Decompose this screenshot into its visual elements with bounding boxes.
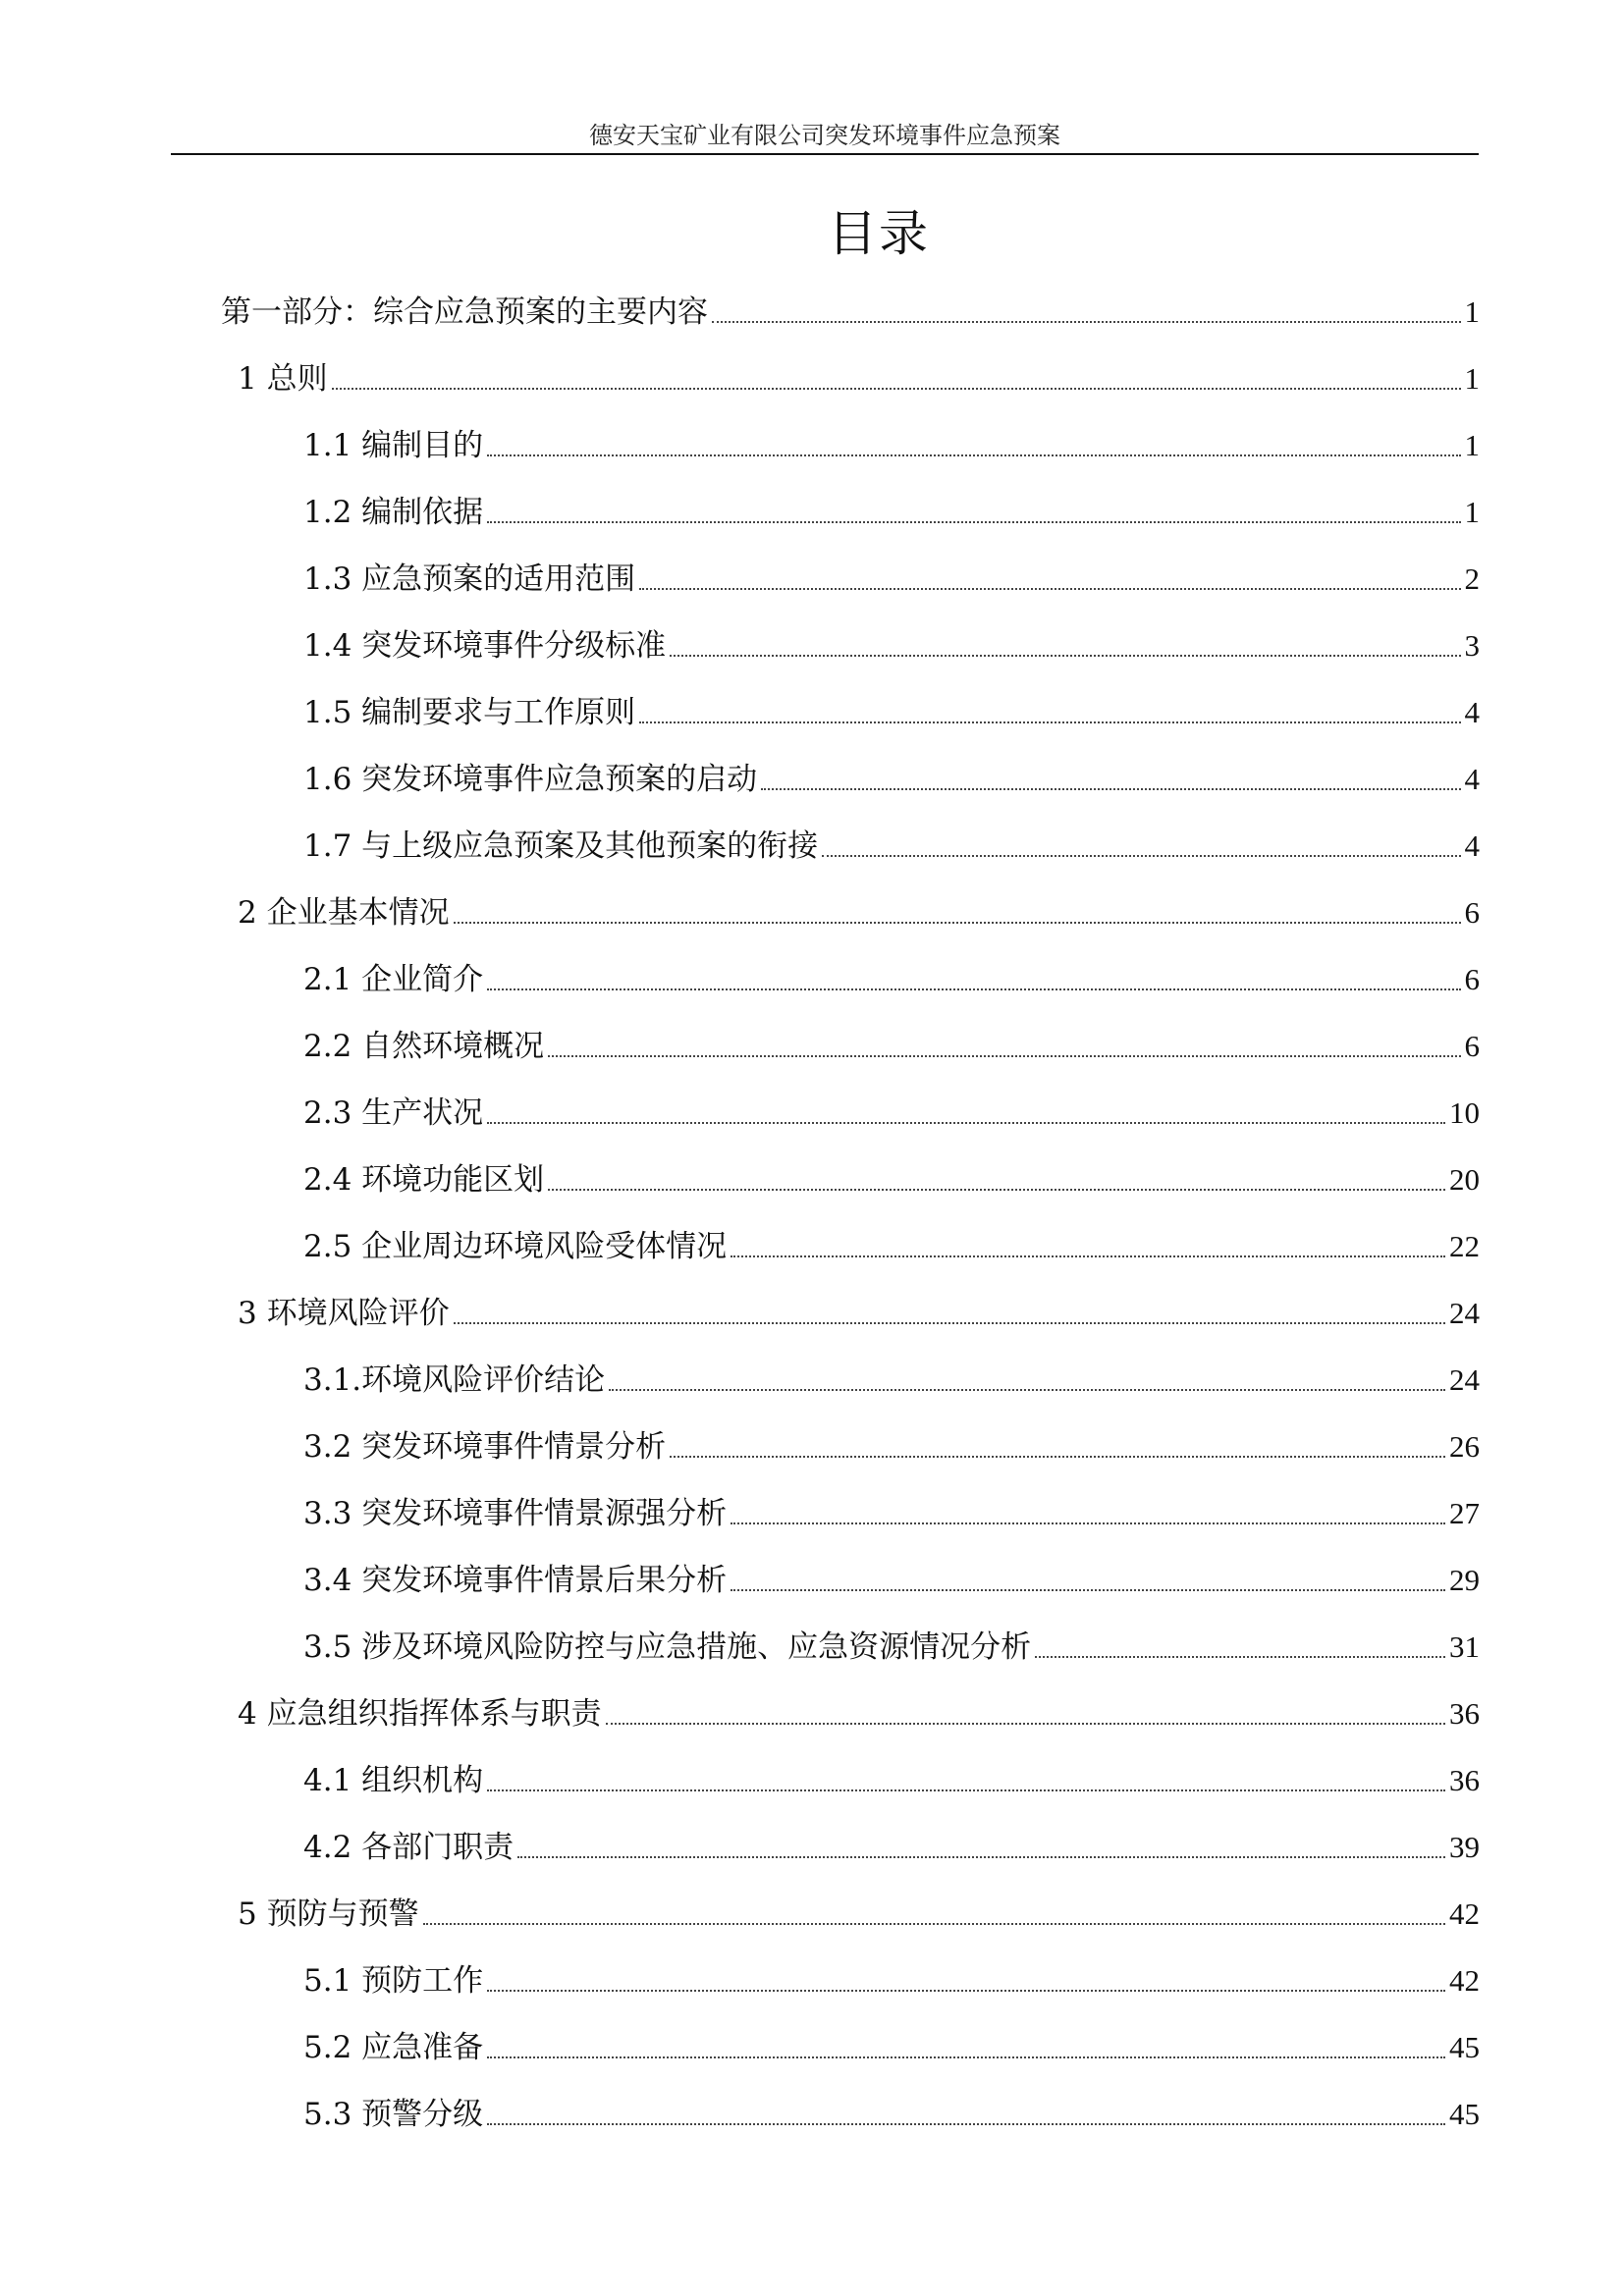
running-header: 德安天宝矿业有限公司突发环境事件应急预案 — [589, 122, 1060, 149]
toc-entry-3-1[interactable] — [303, 1359, 1480, 1402]
toc-entry-page: 45 — [1449, 2097, 1480, 2131]
toc-entry-1-5[interactable] — [303, 691, 1480, 734]
toc-entry-page: 6 — [1464, 895, 1480, 930]
toc-entry-label: 1.4 突发环境事件分级标准 — [303, 628, 667, 664]
toc-entry-label: 3.2 突发环境事件情景分析 — [303, 1429, 667, 1465]
toc-entry-label: 5.3 预警分级 — [303, 2097, 484, 2132]
toc-entry-label: 2.1 企业简介 — [303, 962, 484, 997]
toc-entry-page: 45 — [1449, 2030, 1480, 2064]
toc-entry-page: 27 — [1449, 1496, 1480, 1530]
toc-entry-chapter-2[interactable] — [238, 891, 1480, 934]
toc-entry-label: 1.2 编制依据 — [303, 495, 484, 530]
toc-entry-chapter-3[interactable] — [238, 1292, 1480, 1335]
toc-dot-leader — [670, 655, 1460, 657]
toc-dot-leader — [609, 1389, 1445, 1391]
toc-entry-page: 42 — [1449, 1963, 1480, 1998]
toc-entry-2-2[interactable] — [303, 1025, 1480, 1068]
toc-entry-label: 2 企业基本情况 — [238, 895, 450, 931]
toc-dot-leader — [487, 2056, 1445, 2058]
toc-entry-5-2[interactable] — [303, 2026, 1480, 2069]
toc-entry-label: 4.1 组织机构 — [303, 1763, 484, 1798]
toc-title: 目录 — [828, 205, 930, 262]
toc-entry-page: 1 — [1464, 294, 1480, 329]
toc-entry-chapter-4[interactable] — [238, 1692, 1480, 1735]
toc-entry-label: 5.1 预防工作 — [303, 1963, 484, 1999]
toc-dot-leader — [454, 1322, 1445, 1324]
toc-dot-leader — [423, 1923, 1445, 1925]
toc-entry-page: 6 — [1464, 1029, 1480, 1063]
toc-entry-page: 4 — [1464, 828, 1480, 863]
toc-entry-label: 1.1 编制目的 — [303, 428, 484, 463]
toc-entry-page: 6 — [1464, 962, 1480, 996]
toc-entry-page: 1 — [1464, 428, 1480, 462]
toc-entry-chapter-1[interactable] — [238, 357, 1480, 400]
toc-entry-part-1[interactable] — [221, 291, 1480, 334]
toc-entry-4-1[interactable] — [303, 1759, 1480, 1802]
toc-dot-leader — [487, 521, 1460, 523]
toc-entry-label: 2.3 生产状况 — [303, 1095, 484, 1131]
toc-entry-1-4[interactable] — [303, 624, 1480, 667]
toc-entry-2-1[interactable] — [303, 958, 1480, 1001]
toc-entry-chapter-5[interactable] — [238, 1893, 1480, 1936]
toc-entry-page: 10 — [1449, 1095, 1480, 1130]
toc-entry-3-4[interactable] — [303, 1559, 1480, 1602]
toc-dot-leader — [487, 454, 1460, 456]
toc-entry-page: 4 — [1464, 762, 1480, 796]
toc-dot-leader — [606, 1723, 1445, 1725]
toc-entry-page: 2 — [1464, 561, 1480, 596]
toc-entry-label: 3.4 突发环境事件情景后果分析 — [303, 1563, 728, 1598]
toc-entry-page: 20 — [1449, 1162, 1480, 1197]
toc-entry-1-1[interactable] — [303, 424, 1480, 467]
toc-entry-page: 4 — [1464, 695, 1480, 729]
toc-entry-page: 36 — [1449, 1696, 1480, 1731]
toc-entry-page: 39 — [1449, 1830, 1480, 1864]
toc-entry-page: 36 — [1449, 1763, 1480, 1797]
toc-dot-leader — [639, 588, 1460, 590]
toc-entry-label: 5.2 应急准备 — [303, 2030, 484, 2065]
toc-entry-label: 1 总则 — [238, 361, 328, 397]
toc-entry-label: 4.2 各部门职责 — [303, 1830, 514, 1865]
toc-entry-label: 3.3 突发环境事件情景源强分析 — [303, 1496, 728, 1531]
toc-entry-1-7[interactable] — [303, 825, 1480, 868]
toc-dot-leader — [731, 1589, 1445, 1591]
toc-dot-leader — [517, 1856, 1445, 1858]
toc-dot-leader — [731, 1255, 1445, 1257]
toc-entry-label: 4 应急组织指挥体系与职责 — [238, 1696, 602, 1732]
toc-dot-leader — [487, 1789, 1445, 1791]
toc-entry-page: 24 — [1449, 1296, 1480, 1330]
toc-dot-leader — [548, 1189, 1445, 1191]
toc-dot-leader — [712, 321, 1461, 323]
toc-dot-leader — [1035, 1656, 1445, 1658]
toc-entry-page: 22 — [1449, 1229, 1480, 1263]
toc-entry-5-3[interactable] — [303, 2093, 1480, 2136]
toc-dot-leader — [822, 855, 1460, 857]
toc-dot-leader — [761, 788, 1460, 790]
toc-entry-page: 24 — [1449, 1362, 1480, 1397]
toc-dot-leader — [487, 2123, 1445, 2125]
toc-entry-2-4[interactable] — [303, 1158, 1480, 1201]
toc-entry-3-3[interactable] — [303, 1492, 1480, 1535]
toc-entry-label: 第一部分：综合应急预案的主要内容 — [221, 294, 708, 330]
toc-dot-leader — [454, 922, 1461, 924]
toc-dot-leader — [487, 1990, 1445, 1992]
toc-dot-leader — [731, 1522, 1445, 1524]
toc-entry-2-5[interactable] — [303, 1225, 1480, 1268]
toc-entry-page: 42 — [1449, 1896, 1480, 1931]
toc-dot-leader — [487, 988, 1460, 990]
toc-entry-label: 2.4 环境功能区划 — [303, 1162, 545, 1198]
toc-entry-3-5[interactable] — [303, 1626, 1480, 1669]
toc-entry-1-2[interactable] — [303, 491, 1480, 534]
toc-entry-5-1[interactable] — [303, 1959, 1480, 2002]
toc-entry-label: 1.5 编制要求与工作原则 — [303, 695, 636, 730]
toc-entry-label: 2.2 自然环境概况 — [303, 1029, 545, 1064]
toc-entry-page: 1 — [1464, 361, 1480, 396]
toc-dot-leader — [548, 1055, 1460, 1057]
toc-entry-1-6[interactable] — [303, 758, 1480, 801]
toc-dot-leader — [487, 1122, 1445, 1124]
toc-entry-label: 5 预防与预警 — [238, 1896, 419, 1932]
toc-entry-page: 29 — [1449, 1563, 1480, 1597]
toc-entry-1-3[interactable] — [303, 558, 1480, 601]
toc-entry-4-2[interactable] — [303, 1826, 1480, 1869]
toc-dot-leader — [332, 388, 1461, 390]
toc-entry-label: 3.1.环境风险评价结论 — [303, 1362, 606, 1398]
toc-entry-page: 31 — [1449, 1629, 1480, 1664]
toc-entry-label: 3.5 涉及环境风险防控与应急措施、应急资源情况分析 — [303, 1629, 1032, 1665]
toc-entry-page: 1 — [1464, 495, 1480, 529]
toc-entry-page: 3 — [1464, 628, 1480, 663]
toc-dot-leader — [639, 721, 1460, 723]
toc-entry-label: 1.7 与上级应急预案及其他预案的衔接 — [303, 828, 819, 864]
toc-entry-2-3[interactable] — [303, 1092, 1480, 1135]
toc-entry-page: 26 — [1449, 1429, 1480, 1464]
toc-entry-3-2[interactable] — [303, 1425, 1480, 1468]
toc-entry-label: 2.5 企业周边环境风险受体情况 — [303, 1229, 728, 1264]
toc-dot-leader — [670, 1456, 1445, 1458]
toc-entry-label: 1.3 应急预案的适用范围 — [303, 561, 636, 597]
toc-entry-label: 3 环境风险评价 — [238, 1296, 450, 1331]
toc-entry-label: 1.6 突发环境事件应急预案的启动 — [303, 762, 758, 797]
